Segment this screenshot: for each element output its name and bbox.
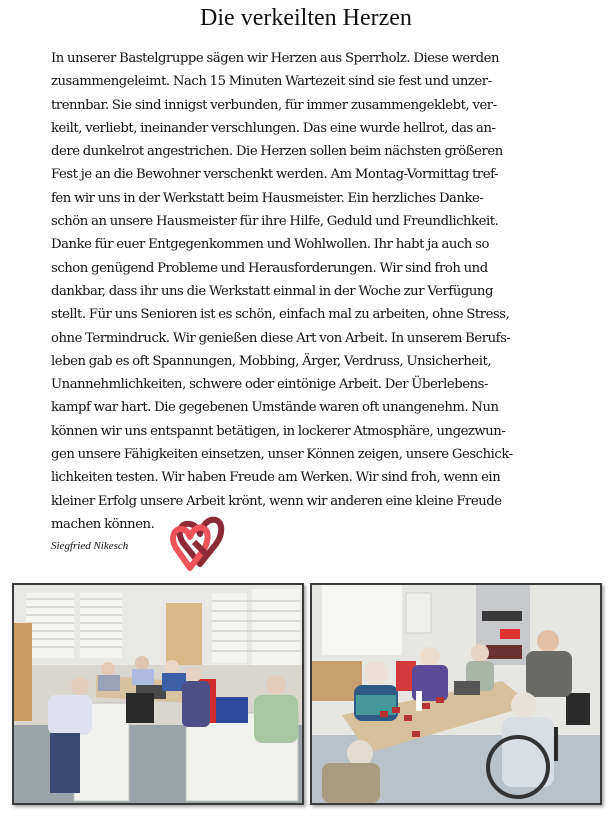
body-line: können wir uns entspannt betätigen, in lockerer Atmosphäre, ungezwun- [51,423,506,439]
interlocked-hearts-icon [170,512,226,572]
body-line: zusammengeleimt. Nach 15 Minuten Wartezeit sind sie fest und unzer- [51,74,492,90]
workshop-photo-1 [12,583,304,805]
body-line: gen unsere Fähigkeiten einsetzen, unser Können zeigen, unsere Geschick- [51,447,513,463]
body-line: schon genügend Probleme und Herausforderungen. Wir sind froh und [51,260,488,276]
body-line: In unserer Bastelgruppe sägen wir Herzen aus Sperrholz. Diese werden [51,51,500,66]
body-line: dankbar, dass ihr uns die Werkstatt einmal in der Woche zur Verfügung [51,283,493,299]
body-line: dere dunkelrot angestrichen. Die Herzen sollen beim nächsten größeren [51,144,503,160]
body-line: fen wir uns in der Werkstatt beim Hausmeister. Ein herzliches Danke- [51,190,484,206]
body-line: kleiner Erfolg unsere Arbeit krönt, wenn wir anderen eine kleine Freude [51,493,502,509]
workshop-photo-2 [310,583,602,805]
body-line: schön an unsere Hausmeister für ihre Hilfe, Geduld und Freundlichkeit. [51,214,499,230]
author-signature: Siegfried Nikesch [51,540,129,552]
body-line: Unannehmlichkeiten, schwere oder eintönige Arbeit. Der Überlebens- [51,377,488,393]
body-line: lichkeiten testen. Wir haben Freude am Werken. Wir sind froh, wenn ein [51,470,501,486]
page-title: Die verkeilten Herzen [200,5,412,31]
article-body [51,47,561,536]
body-line: keilt, verliebt, ineinander verschlungen. Das eine wurde hellrot, das an- [51,120,496,136]
body-line: trennbar. Sie sind innigst verbunden, für immer zusammengeklebt, ver- [51,97,497,113]
body-line: Danke für euer Entgegenkommen und Wohlwollen. Ihr habt ja auch so [51,237,490,253]
body-line: stellt. Für uns Senioren ist es schön, einfach mal zu arbeiten, ohne Stress, [51,307,510,323]
body-line: Fest je an die Bewohner verschenkt werden. Am Montag-Vormittag tref- [51,167,499,183]
body-line: leben gab es oft Spannungen, Mobbing, Ärger, Verdruss, Unsicherheit, [51,353,492,369]
body-line: ohne Termindruck. Wir genießen diese Art von Arbeit. In unserem Berufs- [51,330,511,346]
body-line: kampf war hart. Die gegebenen Umstände waren oft unangenehm. Nun [51,400,499,416]
body-line: machen können. [51,516,155,532]
